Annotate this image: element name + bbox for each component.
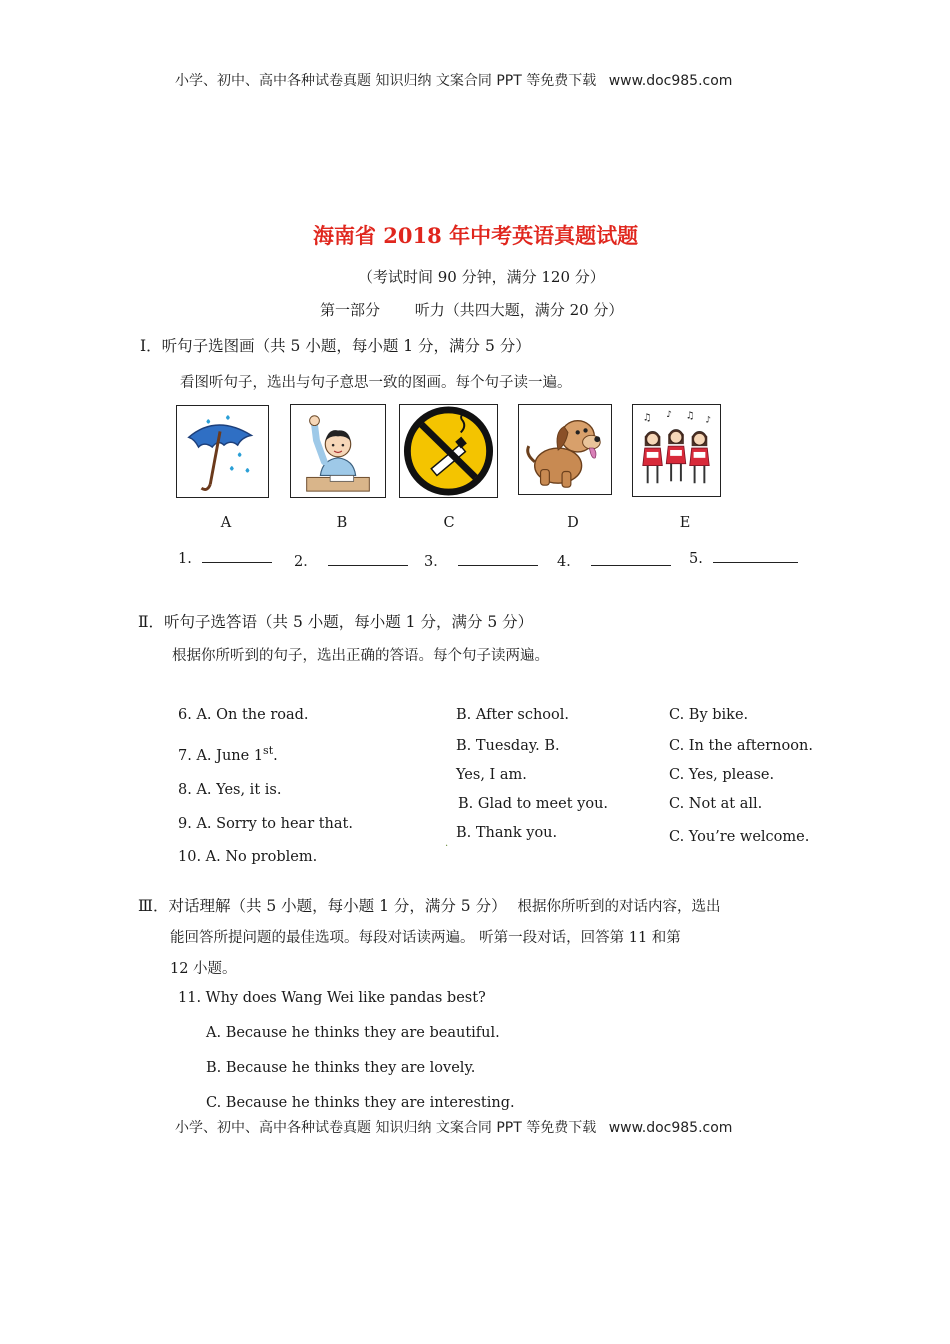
blank-number: 1. xyxy=(178,551,192,567)
blank-number: 5. xyxy=(689,551,703,567)
svg-text:♪: ♪ xyxy=(705,415,711,426)
q11-option-b: B. Because he thinks they are lovely. xyxy=(206,1060,476,1076)
picture-a xyxy=(176,405,269,498)
part1-heading xyxy=(320,299,623,320)
header-text: 小学、初中、高中各种试卷真题 知识归纳 文案合同 PPT 等免费下载 xyxy=(175,73,597,89)
footer-text: 小学、初中、高中各种试卷真题 知识归纳 文案合同 PPT 等免费下载 xyxy=(175,1120,597,1136)
boy-raising-hand-icon xyxy=(291,405,385,497)
blank-line xyxy=(591,553,671,566)
picture-c xyxy=(399,404,498,498)
section1-heading: Ⅰ．听句子选图画（共 5 小题，每小题 1 分，满分 5 分） xyxy=(140,337,531,355)
q9-option-b: B. Glad to meet you. xyxy=(458,796,609,812)
q6-option-c: C. By bike. xyxy=(669,707,749,723)
section3-intro-line3: 12 小题。 xyxy=(170,961,237,977)
picture-e xyxy=(632,404,721,497)
page-title: 海南省 2018 年中考英语真题试题 xyxy=(313,223,639,248)
q9-option-c: C. Not at all. xyxy=(669,796,763,812)
page-header xyxy=(175,70,732,90)
q9-option-a: 9. A. Sorry to hear that. xyxy=(178,816,353,832)
blank-number: 3． xyxy=(424,554,448,570)
umbrella-rain-icon xyxy=(177,406,268,497)
q6-option-b: B. After school. xyxy=(456,707,570,723)
part1-desc: 听力（共四大题，满分 20 分） xyxy=(414,301,624,319)
q7-sup: st xyxy=(263,744,274,757)
section3-intro-line1: 根据你所听到的对话内容，选出 xyxy=(517,899,721,915)
q8-option-c: C. Yes, please. xyxy=(669,767,775,783)
q10-option-b: B. Thank you. xyxy=(456,825,558,841)
answer-blank-2[interactable] xyxy=(294,550,408,571)
part1-label: 第一部分 xyxy=(320,301,381,319)
q7-option-c: C. In the afternoon. xyxy=(669,738,813,754)
section2-heading: Ⅱ．听句子选答语（共 5 小题，每小题 1 分，满分 5 分） xyxy=(138,613,534,631)
girls-singing-icon xyxy=(633,405,720,496)
picture-b xyxy=(290,404,386,498)
section3-intro-line2: 能回答所提问题的最佳选项。每段对话读两遍。 听第一段对话，回答第 11 和第 xyxy=(170,930,681,946)
answer-blank-5[interactable] xyxy=(689,550,798,567)
svg-text:♫: ♫ xyxy=(642,412,652,424)
section3-title: Ⅲ．对话理解（共 5 小题，每小题 1 分，满分 5 分） xyxy=(138,897,507,915)
picture-label-a: A xyxy=(220,515,232,531)
exam-info: （考试时间 90 分钟，满分 120 分） xyxy=(358,268,605,286)
q7-option-a-text: 7. A. June 1 xyxy=(178,747,264,764)
blank-line xyxy=(202,550,272,563)
blank-line xyxy=(328,553,408,566)
svg-text:♫: ♫ xyxy=(685,410,695,422)
answer-blank-4[interactable] xyxy=(557,550,671,571)
q10-option-c: C. You’re welcome. xyxy=(669,829,810,845)
answer-blank-3[interactable] xyxy=(424,550,538,571)
picture-label-b: B xyxy=(336,515,348,531)
stray-dot: . xyxy=(445,838,449,849)
q8-option-a: 8. A. Yes, it is. xyxy=(178,782,282,798)
picture-d xyxy=(518,404,612,495)
svg-text:♪: ♪ xyxy=(666,409,672,420)
picture-label-c: C xyxy=(443,515,455,531)
picture-label-e: E xyxy=(679,515,691,531)
no-smoking-icon xyxy=(400,405,497,497)
q8-option-b: Yes, I am. xyxy=(456,767,527,783)
page-footer xyxy=(175,1117,732,1137)
section3-heading xyxy=(138,894,721,916)
q11-option-a: A. Because he thinks they are beautiful. xyxy=(206,1025,500,1041)
blank-number: 4． xyxy=(557,554,581,570)
question-11: 11. Why does Wang Wei like pandas best? xyxy=(178,990,486,1006)
answer-blank-1[interactable] xyxy=(178,550,272,567)
q10-option-a: 10. A. No problem. xyxy=(178,849,318,865)
header-url[interactable]: www.doc985.com xyxy=(608,73,733,89)
blank-line xyxy=(458,553,538,566)
q7-option-b: B. Tuesday. B. xyxy=(456,738,560,754)
footer-url[interactable]: www.doc985.com xyxy=(608,1120,733,1136)
q6-option-a: 6. A. On the road. xyxy=(178,707,309,723)
section1-instruction: 看图听句子，选出与句子意思一致的图画。每个句子读一遍。 xyxy=(180,375,572,391)
blank-line xyxy=(713,550,798,563)
blank-number: 2． xyxy=(294,554,318,570)
picture-label-d: D xyxy=(567,515,579,531)
dog-icon xyxy=(519,405,611,494)
q11-option-c: C. Because he thinks they are interesting. xyxy=(206,1095,515,1111)
section2-instruction: 根据你所听到的句子，选出正确的答语。每个句子读两遍。 xyxy=(172,648,549,664)
q7-option-a: 7. A. June 1st. xyxy=(178,744,278,764)
